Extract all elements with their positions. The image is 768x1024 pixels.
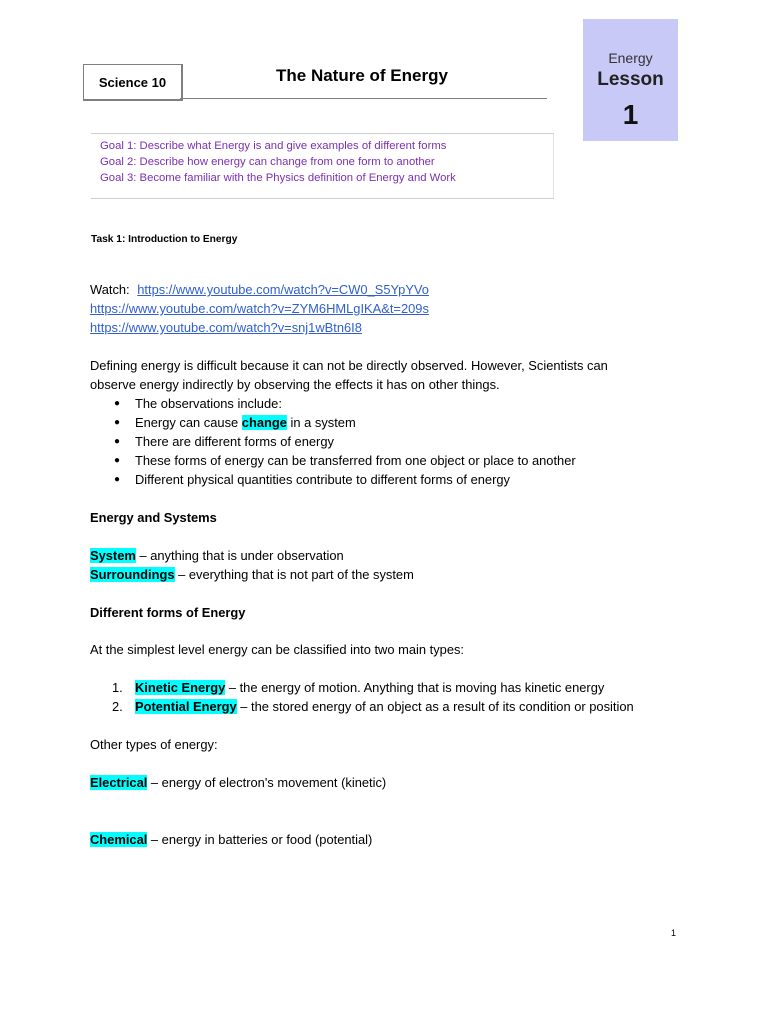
list-number: 2.	[112, 699, 123, 714]
video-link-1[interactable]: https://www.youtube.com/watch?v=CW0_S5YpYVo	[137, 282, 429, 297]
chemical-term: Chemical	[90, 832, 148, 847]
bullet-item: Different physical quantities contribute to different forms of energy	[135, 472, 510, 487]
lesson-word: Lesson	[597, 69, 664, 90]
video-link-3[interactable]: https://www.youtube.com/watch?v=snj1wBtn6I8	[90, 320, 362, 335]
potential-term: Potential Energy	[135, 699, 237, 714]
bullet-item: These forms of energy can be transferred from one object or place to another	[135, 453, 576, 468]
title-underline	[180, 98, 547, 99]
bullet-dot: ●	[114, 398, 121, 409]
highlight-change: change	[241, 415, 287, 430]
bullet-text: Energy can cause	[135, 415, 242, 430]
kinetic-energy-item	[135, 680, 604, 696]
goals-box	[91, 133, 554, 199]
lesson-badge	[583, 19, 678, 141]
bullet-dot: ●	[114, 436, 121, 447]
lesson-number: 1	[622, 99, 639, 130]
course-name: Science 10	[98, 74, 167, 90]
goal-3: Goal 3: Become familiar with the Physics definition of Energy and Work	[100, 172, 456, 184]
lesson-unit: Energy	[608, 50, 653, 66]
surroundings-def: – everything that is not part of the system	[174, 567, 414, 582]
other-types-label: Other types of energy:	[90, 737, 218, 752]
list-number: 1.	[112, 680, 123, 695]
page-title: The Nature of Energy	[276, 66, 448, 85]
bullet-item: The observations include:	[135, 396, 282, 411]
goal-2: Goal 2: Describe how energy can change from one form to another	[100, 156, 435, 168]
bullet-dot: ●	[114, 417, 121, 428]
page-number: 1	[671, 928, 677, 938]
system-def: – anything that is under observation	[135, 548, 344, 563]
bullet-dot: ●	[114, 474, 121, 485]
electrical-def: – energy of electron's movement (kinetic)	[147, 775, 387, 790]
kinetic-def: – the energy of motion. Anything that is moving has kinetic energy	[225, 680, 605, 695]
kinetic-term: Kinetic Energy	[135, 680, 226, 695]
watch-label: Watch:	[90, 282, 130, 297]
forms-intro: At the simplest level energy can be classified into two main types:	[90, 642, 465, 657]
surroundings-term: Surroundings	[90, 567, 175, 582]
systems-heading: Energy and Systems	[90, 510, 217, 525]
intro-line-1: Defining energy is difficult because it can not be directly observed. However, Scientists can	[90, 358, 608, 373]
video-link-2[interactable]: https://www.youtube.com/watch?v=ZYM6HMLgIKA&t=209s	[90, 301, 429, 316]
goal-1: Goal 1: Describe what Energy is and give examples of different forms	[100, 140, 447, 152]
course-label	[83, 64, 183, 101]
system-definition	[90, 548, 344, 564]
potential-energy-item	[135, 699, 634, 715]
forms-heading: Different forms of Energy	[90, 605, 246, 620]
electrical-item	[90, 775, 386, 791]
bullet-text: in a system	[286, 415, 356, 430]
chemical-item	[90, 832, 372, 848]
chemical-def: – energy in batteries or food (potential)	[147, 832, 373, 847]
intro-line-2: observe energy indirectly by observing the effects it has on other things.	[90, 377, 500, 392]
task-title: Task 1: Introduction to Energy	[91, 234, 238, 245]
bullet-dot: ●	[114, 455, 121, 466]
bullet-item: There are different forms of energy	[135, 434, 334, 449]
system-term: System	[90, 548, 136, 563]
electrical-term: Electrical	[90, 775, 148, 790]
watch-line	[90, 282, 429, 298]
potential-def: – the stored energy of an object as a result of its condition or position	[236, 699, 634, 714]
surroundings-definition	[90, 567, 414, 583]
bullet-item	[135, 415, 356, 431]
